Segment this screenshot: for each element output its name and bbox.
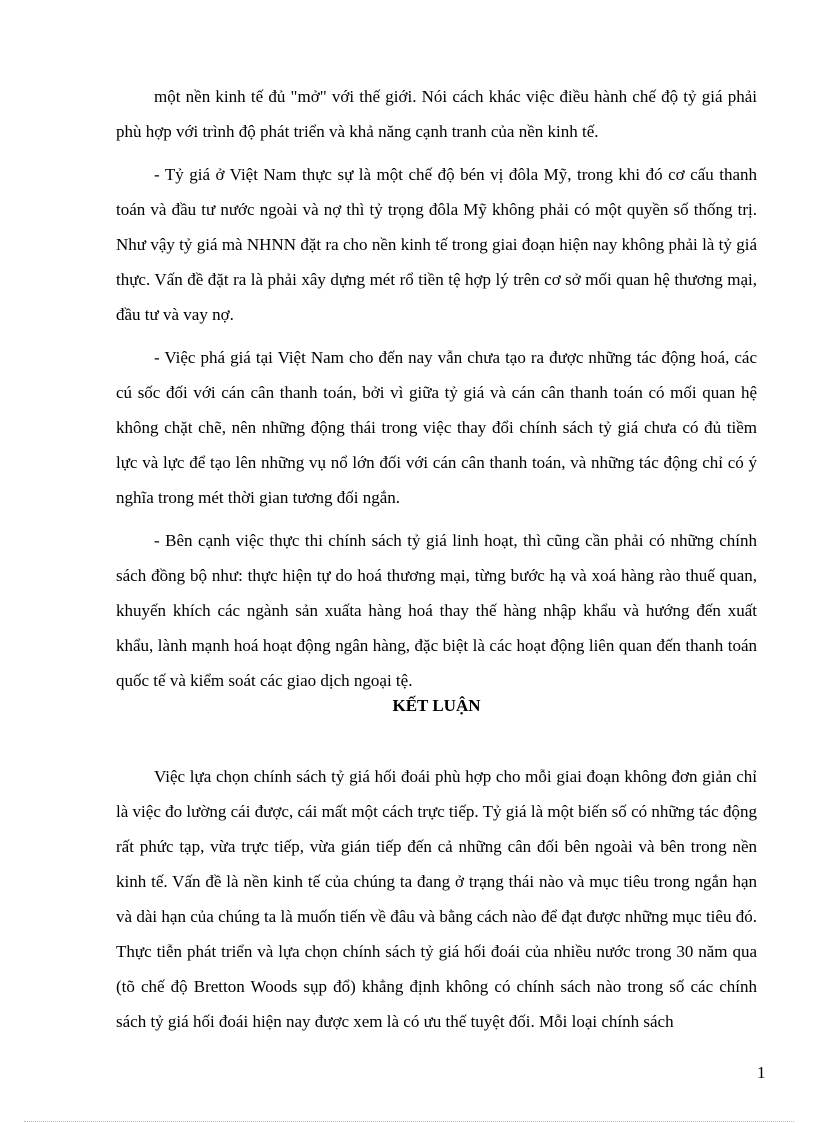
body-text-top <box>116 79 757 698</box>
page-number: 1 <box>757 1063 766 1082</box>
paragraph-2: - Tỷ giá ở Việt Nam thực sự là một chế độ bén vị đôla Mỹ, trong khi đó cơ cấu thanh toán và đầu tư nước ngoài và nợ thì tỷ trọng đôla Mỹ không phải có một quyền số thống trị. Như vậy tỷ giá mà NHNN đặt ra cho nền kinh tế trong giai đoạn hiện nay không phải là tỷ giá thực. Vấn đề đặt ra là phải xây dựng mét rổ tiền tệ hợp lý trên cơ sở mối quan hệ thương mại, đầu tư và vay nợ. <box>116 165 757 324</box>
paragraph-4: - Bên cạnh việc thực thi chính sách tỷ giá linh hoạt, thì cũng cần phải có những chính sách đồng bộ như: thực hiện tự do hoá thương mại, từng bước hạ và xoá hàng rào thuế quan, khuyến khích các ngành sản xuấta hàng hoá thay thế hàng nhập khẩu và hướng đến xuất khẩu, lành mạnh hoá hoạt động ngân hàng, đặc biệt là các hoạt động liên quan đến thanh toán quốc tế và kiểm soát các giao dịch ngoại tệ. <box>116 531 757 690</box>
paragraph-3: - Việc phá giá tại Việt Nam cho đến nay vẫn chưa tạo ra được những tác động hoá, các cú sốc đối với cán cân thanh toán, bởi vì giữa tỷ giá và cán cân thanh toán có mối quan hệ không chặt chẽ, nên những động thái trong việc thay đổi chính sách tỷ giá chưa có đủ tiềm lực và lực để tạo lên những vụ nổ lớn đối với cán cân thanh toán, và những tác động chỉ có ý nghĩa trong mét thời gian tương đối ngắn. <box>116 348 757 507</box>
page-bottom-divider <box>24 1121 794 1122</box>
paragraph-1: một nền kinh tế đủ "mở" với thế giới. Nói cách khác việc điều hành chế độ tỷ giá phải phù hợp với trình độ phát triển và khả năng cạnh tranh của nền kinh tế. <box>116 87 757 141</box>
body-text-conclusion <box>116 759 757 1039</box>
conclusion-paragraph: Việc lựa chọn chính sách tỷ giá hối đoái phù hợp cho mỗi giai đoạn không đơn giản chỉ là việc đo lường cái được, cái mất một cách trực tiếp. Tỷ giá là một biến số có những tác động rất phức tạp, vừa trực tiếp, vừa gián tiếp đến cả những cân đối bên ngoài và bên trong nền kinh tế. Vấn đề là nền kinh tế của chúng ta đang ở trạng thái nào và mục tiêu trong ngắn hạn và dài hạn của chúng ta là muốn tiến về đâu và bằng cách nào để đạt được những mục tiêu đó. Thực tiễn phát triển và lựa chọn chính sách tỷ giá hối đoái của nhiều nước trong 30 năm qua (tõ chế độ Bretton Woods sụp đổ) khẳng định không có chính sách nào trong số các chính sách tỷ giá hối đoái hiện nay được xem là có ưu thế tuyệt đối. Mỗi loại chính sách <box>116 767 757 1031</box>
section-heading: KẾT LUẬN <box>392 696 481 715</box>
